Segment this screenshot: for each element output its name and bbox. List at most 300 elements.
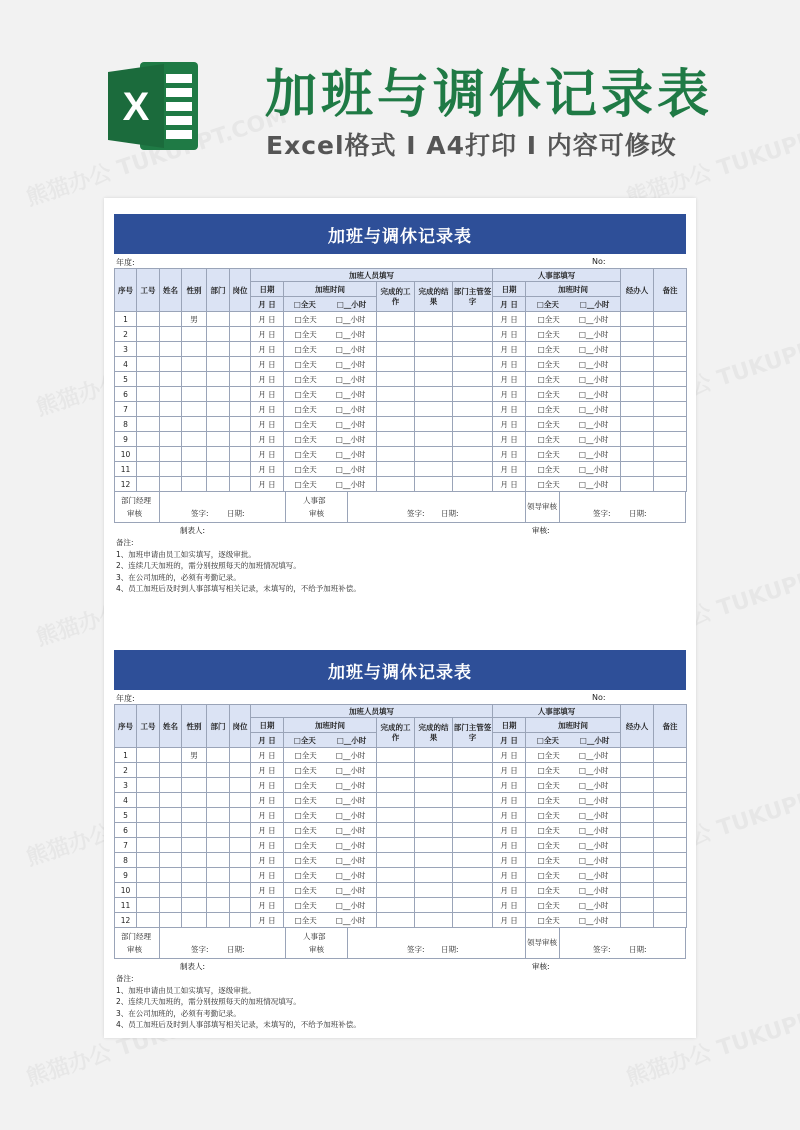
maker-field[interactable]: 制表人: [180,526,206,535]
cell-gender[interactable] [182,883,207,898]
cell-gender[interactable]: 男 [182,748,207,763]
cell-name[interactable] [160,312,182,327]
cell-work-done[interactable] [377,868,415,883]
cell-emp-id[interactable] [137,462,160,477]
cell-dept[interactable] [207,357,230,372]
cell-emp-id[interactable] [137,883,160,898]
cell-handler[interactable] [621,447,654,462]
cell-name[interactable] [160,748,182,763]
cell-hr-ot-time[interactable]: □全天 □__小时 [526,417,621,432]
cell-supervisor-sign[interactable] [453,432,493,447]
cell-emp-id[interactable] [137,417,160,432]
cell-hr-ot-time[interactable]: □全天 □__小时 [526,312,621,327]
cell-date[interactable]: 月 日 [251,447,284,462]
cell-dept[interactable] [207,417,230,432]
cell-name[interactable] [160,462,182,477]
cell-work-done[interactable] [377,748,415,763]
cell-hr-date[interactable]: 月 日 [493,913,526,928]
cell-gender[interactable] [182,372,207,387]
cell-remark[interactable] [654,748,687,763]
cell-handler[interactable] [621,748,654,763]
cell-result[interactable] [415,793,453,808]
cell-remark[interactable] [654,372,687,387]
cell-remark[interactable] [654,778,687,793]
cell-result[interactable] [415,387,453,402]
cell-name[interactable] [160,447,182,462]
cell-emp-id[interactable] [137,447,160,462]
cell-hr-ot-time[interactable]: □全天 □__小时 [526,477,621,492]
cell-position[interactable] [230,898,251,913]
cell-dept[interactable] [207,402,230,417]
cell-hr-ot-time[interactable]: □全天 □__小时 [526,868,621,883]
cell-position[interactable] [230,793,251,808]
cell-result[interactable] [415,838,453,853]
cell-position[interactable] [230,853,251,868]
cell-name[interactable] [160,402,182,417]
cell-supervisor-sign[interactable] [453,883,493,898]
cell-result[interactable] [415,462,453,477]
cell-remark[interactable] [654,387,687,402]
cell-date[interactable]: 月 日 [251,462,284,477]
cell-work-done[interactable] [377,477,415,492]
cell-handler[interactable] [621,808,654,823]
cell-hr-ot-time[interactable]: □全天 □__小时 [526,778,621,793]
cell-hr-date[interactable]: 月 日 [493,838,526,853]
cell-date[interactable]: 月 日 [251,898,284,913]
cell-emp-id[interactable] [137,387,160,402]
cell-hr-ot-time[interactable]: □全天 □__小时 [526,808,621,823]
cell-handler[interactable] [621,793,654,808]
cell-ot-time[interactable]: □全天 □__小时 [284,868,377,883]
hr-date-field[interactable]: 日期: [441,945,459,954]
cell-work-done[interactable] [377,327,415,342]
cell-name[interactable] [160,793,182,808]
cell-position[interactable] [230,357,251,372]
cell-remark[interactable] [654,402,687,417]
cell-handler[interactable] [621,372,654,387]
cell-name[interactable] [160,342,182,357]
cell-work-done[interactable] [377,808,415,823]
cell-hr-ot-time[interactable]: □全天 □__小时 [526,913,621,928]
cell-name[interactable] [160,838,182,853]
cell-position[interactable] [230,327,251,342]
cell-emp-id[interactable] [137,913,160,928]
cell-hr-date[interactable]: 月 日 [493,883,526,898]
cell-work-done[interactable] [377,372,415,387]
cell-work-done[interactable] [377,853,415,868]
cell-dept[interactable] [207,793,230,808]
cell-hr-ot-time[interactable]: □全天 □__小时 [526,883,621,898]
cell-work-done[interactable] [377,898,415,913]
cell-dept[interactable] [207,432,230,447]
cell-dept[interactable] [207,883,230,898]
dept-manager-sign-field[interactable]: 签字: [191,509,209,518]
cell-supervisor-sign[interactable] [453,477,493,492]
cell-name[interactable] [160,387,182,402]
cell-handler[interactable] [621,402,654,417]
cell-ot-time[interactable]: □全天 □__小时 [284,402,377,417]
cell-emp-id[interactable] [137,432,160,447]
cell-ot-time[interactable]: □全天 □__小时 [284,447,377,462]
cell-remark[interactable] [654,838,687,853]
cell-work-done[interactable] [377,823,415,838]
cell-dept[interactable] [207,372,230,387]
cell-handler[interactable] [621,898,654,913]
cell-remark[interactable] [654,823,687,838]
dept-manager-date-field[interactable]: 日期: [227,945,245,954]
cell-ot-time[interactable]: □全天 □__小时 [284,327,377,342]
cell-gender[interactable] [182,838,207,853]
cell-handler[interactable] [621,357,654,372]
cell-work-done[interactable] [377,793,415,808]
cell-supervisor-sign[interactable] [453,748,493,763]
cell-gender[interactable] [182,763,207,778]
cell-date[interactable]: 月 日 [251,372,284,387]
cell-handler[interactable] [621,432,654,447]
cell-remark[interactable] [654,342,687,357]
cell-supervisor-sign[interactable] [453,868,493,883]
cell-remark[interactable] [654,477,687,492]
maker-field[interactable]: 制表人: [180,962,206,971]
cell-emp-id[interactable] [137,763,160,778]
cell-hr-ot-time[interactable]: □全天 □__小时 [526,793,621,808]
cell-emp-id[interactable] [137,327,160,342]
cell-position[interactable] [230,402,251,417]
cell-remark[interactable] [654,763,687,778]
cell-dept[interactable] [207,763,230,778]
cell-name[interactable] [160,417,182,432]
cell-handler[interactable] [621,417,654,432]
cell-work-done[interactable] [377,357,415,372]
cell-name[interactable] [160,883,182,898]
cell-hr-date[interactable]: 月 日 [493,853,526,868]
cell-handler[interactable] [621,327,654,342]
cell-position[interactable] [230,312,251,327]
cell-supervisor-sign[interactable] [453,913,493,928]
cell-gender[interactable] [182,432,207,447]
cell-name[interactable] [160,357,182,372]
cell-supervisor-sign[interactable] [453,387,493,402]
cell-remark[interactable] [654,793,687,808]
cell-hr-date[interactable]: 月 日 [493,312,526,327]
cell-position[interactable] [230,868,251,883]
cell-dept[interactable] [207,778,230,793]
cell-supervisor-sign[interactable] [453,778,493,793]
cell-result[interactable] [415,913,453,928]
cell-date[interactable]: 月 日 [251,402,284,417]
cell-work-done[interactable] [377,342,415,357]
cell-gender[interactable] [182,387,207,402]
cell-result[interactable] [415,883,453,898]
cell-result[interactable] [415,808,453,823]
cell-dept[interactable] [207,447,230,462]
cell-result[interactable] [415,432,453,447]
cell-date[interactable]: 月 日 [251,838,284,853]
cell-work-done[interactable] [377,387,415,402]
cell-emp-id[interactable] [137,312,160,327]
cell-gender[interactable] [182,357,207,372]
cell-hr-date[interactable]: 月 日 [493,327,526,342]
cell-ot-time[interactable]: □全天 □__小时 [284,342,377,357]
cell-work-done[interactable] [377,913,415,928]
cell-date[interactable]: 月 日 [251,327,284,342]
cell-gender[interactable] [182,417,207,432]
cell-remark[interactable] [654,868,687,883]
cell-position[interactable] [230,342,251,357]
cell-hr-date[interactable]: 月 日 [493,823,526,838]
cell-remark[interactable] [654,312,687,327]
cell-position[interactable] [230,838,251,853]
cell-work-done[interactable] [377,402,415,417]
cell-name[interactable] [160,853,182,868]
cell-work-done[interactable] [377,883,415,898]
cell-gender[interactable] [182,913,207,928]
cell-emp-id[interactable] [137,778,160,793]
cell-name[interactable] [160,868,182,883]
reviewer-field[interactable]: 审核: [532,962,550,971]
cell-hr-date[interactable]: 月 日 [493,763,526,778]
cell-work-done[interactable] [377,447,415,462]
cell-supervisor-sign[interactable] [453,342,493,357]
cell-gender[interactable] [182,447,207,462]
cell-hr-date[interactable]: 月 日 [493,868,526,883]
cell-hr-date[interactable]: 月 日 [493,462,526,477]
cell-position[interactable] [230,477,251,492]
cell-ot-time[interactable]: □全天 □__小时 [284,387,377,402]
dept-manager-date-field[interactable]: 日期: [227,509,245,518]
cell-work-done[interactable] [377,763,415,778]
cell-supervisor-sign[interactable] [453,357,493,372]
cell-remark[interactable] [654,432,687,447]
cell-supervisor-sign[interactable] [453,793,493,808]
cell-position[interactable] [230,778,251,793]
cell-hr-ot-time[interactable]: □全天 □__小时 [526,898,621,913]
cell-hr-ot-time[interactable]: □全天 □__小时 [526,327,621,342]
cell-position[interactable] [230,447,251,462]
cell-handler[interactable] [621,312,654,327]
cell-hr-date[interactable]: 月 日 [493,477,526,492]
cell-date[interactable]: 月 日 [251,357,284,372]
cell-dept[interactable] [207,853,230,868]
cell-ot-time[interactable]: □全天 □__小时 [284,417,377,432]
cell-result[interactable] [415,898,453,913]
cell-hr-ot-time[interactable]: □全天 □__小时 [526,342,621,357]
cell-hr-date[interactable]: 月 日 [493,402,526,417]
cell-emp-id[interactable] [137,402,160,417]
cell-work-done[interactable] [377,778,415,793]
cell-date[interactable]: 月 日 [251,913,284,928]
cell-handler[interactable] [621,823,654,838]
leader-date-field[interactable]: 日期: [629,945,647,954]
leader-sign-field[interactable]: 签字: [593,945,611,954]
cell-date[interactable]: 月 日 [251,748,284,763]
cell-hr-date[interactable]: 月 日 [493,387,526,402]
cell-ot-time[interactable]: □全天 □__小时 [284,372,377,387]
cell-result[interactable] [415,778,453,793]
cell-hr-date[interactable]: 月 日 [493,447,526,462]
cell-date[interactable]: 月 日 [251,778,284,793]
cell-emp-id[interactable] [137,838,160,853]
cell-handler[interactable] [621,387,654,402]
cell-dept[interactable] [207,387,230,402]
cell-supervisor-sign[interactable] [453,808,493,823]
dept-manager-sign-field[interactable]: 签字: [191,945,209,954]
hr-date-field[interactable]: 日期: [441,509,459,518]
cell-hr-date[interactable]: 月 日 [493,372,526,387]
cell-result[interactable] [415,853,453,868]
cell-dept[interactable] [207,342,230,357]
cell-remark[interactable] [654,913,687,928]
cell-emp-id[interactable] [137,372,160,387]
cell-remark[interactable] [654,462,687,477]
cell-date[interactable]: 月 日 [251,853,284,868]
cell-name[interactable] [160,477,182,492]
cell-position[interactable] [230,913,251,928]
cell-position[interactable] [230,808,251,823]
cell-result[interactable] [415,447,453,462]
cell-supervisor-sign[interactable] [453,447,493,462]
leader-sign-field[interactable]: 签字: [593,509,611,518]
cell-remark[interactable] [654,447,687,462]
cell-gender[interactable] [182,793,207,808]
cell-dept[interactable] [207,838,230,853]
cell-handler[interactable] [621,778,654,793]
cell-ot-time[interactable]: □全天 □__小时 [284,778,377,793]
cell-date[interactable]: 月 日 [251,417,284,432]
cell-date[interactable]: 月 日 [251,823,284,838]
cell-date[interactable]: 月 日 [251,312,284,327]
cell-dept[interactable] [207,898,230,913]
cell-handler[interactable] [621,853,654,868]
cell-hr-date[interactable]: 月 日 [493,778,526,793]
cell-hr-ot-time[interactable]: □全天 □__小时 [526,372,621,387]
cell-emp-id[interactable] [137,868,160,883]
cell-hr-ot-time[interactable]: □全天 □__小时 [526,447,621,462]
cell-remark[interactable] [654,883,687,898]
cell-supervisor-sign[interactable] [453,838,493,853]
cell-supervisor-sign[interactable] [453,327,493,342]
cell-hr-ot-time[interactable]: □全天 □__小时 [526,748,621,763]
cell-ot-time[interactable]: □全天 □__小时 [284,793,377,808]
cell-handler[interactable] [621,462,654,477]
cell-supervisor-sign[interactable] [453,372,493,387]
cell-date[interactable]: 月 日 [251,793,284,808]
cell-emp-id[interactable] [137,477,160,492]
cell-remark[interactable] [654,357,687,372]
cell-name[interactable] [160,327,182,342]
cell-ot-time[interactable]: □全天 □__小时 [284,883,377,898]
cell-handler[interactable] [621,477,654,492]
cell-result[interactable] [415,342,453,357]
cell-position[interactable] [230,763,251,778]
cell-supervisor-sign[interactable] [453,853,493,868]
cell-hr-ot-time[interactable]: □全天 □__小时 [526,462,621,477]
cell-date[interactable]: 月 日 [251,432,284,447]
cell-position[interactable] [230,432,251,447]
cell-gender[interactable] [182,327,207,342]
cell-position[interactable] [230,883,251,898]
cell-supervisor-sign[interactable] [453,763,493,778]
cell-name[interactable] [160,913,182,928]
cell-emp-id[interactable] [137,793,160,808]
cell-hr-date[interactable]: 月 日 [493,357,526,372]
leader-date-field[interactable]: 日期: [629,509,647,518]
cell-handler[interactable] [621,913,654,928]
cell-supervisor-sign[interactable] [453,312,493,327]
cell-dept[interactable] [207,808,230,823]
cell-hr-ot-time[interactable]: □全天 □__小时 [526,853,621,868]
cell-dept[interactable] [207,462,230,477]
cell-result[interactable] [415,477,453,492]
cell-hr-ot-time[interactable]: □全天 □__小时 [526,838,621,853]
cell-result[interactable] [415,402,453,417]
cell-position[interactable] [230,387,251,402]
cell-name[interactable] [160,823,182,838]
cell-date[interactable]: 月 日 [251,387,284,402]
cell-work-done[interactable] [377,432,415,447]
cell-hr-ot-time[interactable]: □全天 □__小时 [526,823,621,838]
cell-gender[interactable] [182,808,207,823]
cell-gender[interactable] [182,853,207,868]
cell-supervisor-sign[interactable] [453,402,493,417]
cell-work-done[interactable] [377,312,415,327]
cell-result[interactable] [415,868,453,883]
cell-hr-date[interactable]: 月 日 [493,793,526,808]
cell-gender[interactable] [182,898,207,913]
cell-emp-id[interactable] [137,808,160,823]
cell-name[interactable] [160,898,182,913]
cell-remark[interactable] [654,853,687,868]
cell-result[interactable] [415,372,453,387]
cell-gender[interactable] [182,342,207,357]
cell-emp-id[interactable] [137,823,160,838]
cell-hr-ot-time[interactable]: □全天 □__小时 [526,357,621,372]
cell-dept[interactable] [207,823,230,838]
cell-supervisor-sign[interactable] [453,417,493,432]
cell-position[interactable] [230,823,251,838]
cell-hr-date[interactable]: 月 日 [493,342,526,357]
cell-emp-id[interactable] [137,342,160,357]
cell-handler[interactable] [621,883,654,898]
cell-supervisor-sign[interactable] [453,823,493,838]
cell-remark[interactable] [654,327,687,342]
cell-ot-time[interactable]: □全天 □__小时 [284,838,377,853]
cell-dept[interactable] [207,748,230,763]
hr-sign-field[interactable]: 签字: [407,945,425,954]
cell-handler[interactable] [621,868,654,883]
cell-ot-time[interactable]: □全天 □__小时 [284,357,377,372]
cell-handler[interactable] [621,763,654,778]
cell-hr-date[interactable]: 月 日 [493,432,526,447]
cell-remark[interactable] [654,417,687,432]
cell-hr-date[interactable]: 月 日 [493,808,526,823]
cell-emp-id[interactable] [137,357,160,372]
cell-name[interactable] [160,372,182,387]
cell-ot-time[interactable]: □全天 □__小时 [284,748,377,763]
cell-result[interactable] [415,417,453,432]
cell-ot-time[interactable]: □全天 □__小时 [284,913,377,928]
cell-dept[interactable] [207,312,230,327]
cell-gender[interactable] [182,477,207,492]
cell-ot-time[interactable]: □全天 □__小时 [284,808,377,823]
cell-supervisor-sign[interactable] [453,462,493,477]
cell-remark[interactable] [654,898,687,913]
cell-dept[interactable] [207,913,230,928]
cell-position[interactable] [230,372,251,387]
cell-dept[interactable] [207,868,230,883]
cell-emp-id[interactable] [137,748,160,763]
cell-ot-time[interactable]: □全天 □__小时 [284,432,377,447]
